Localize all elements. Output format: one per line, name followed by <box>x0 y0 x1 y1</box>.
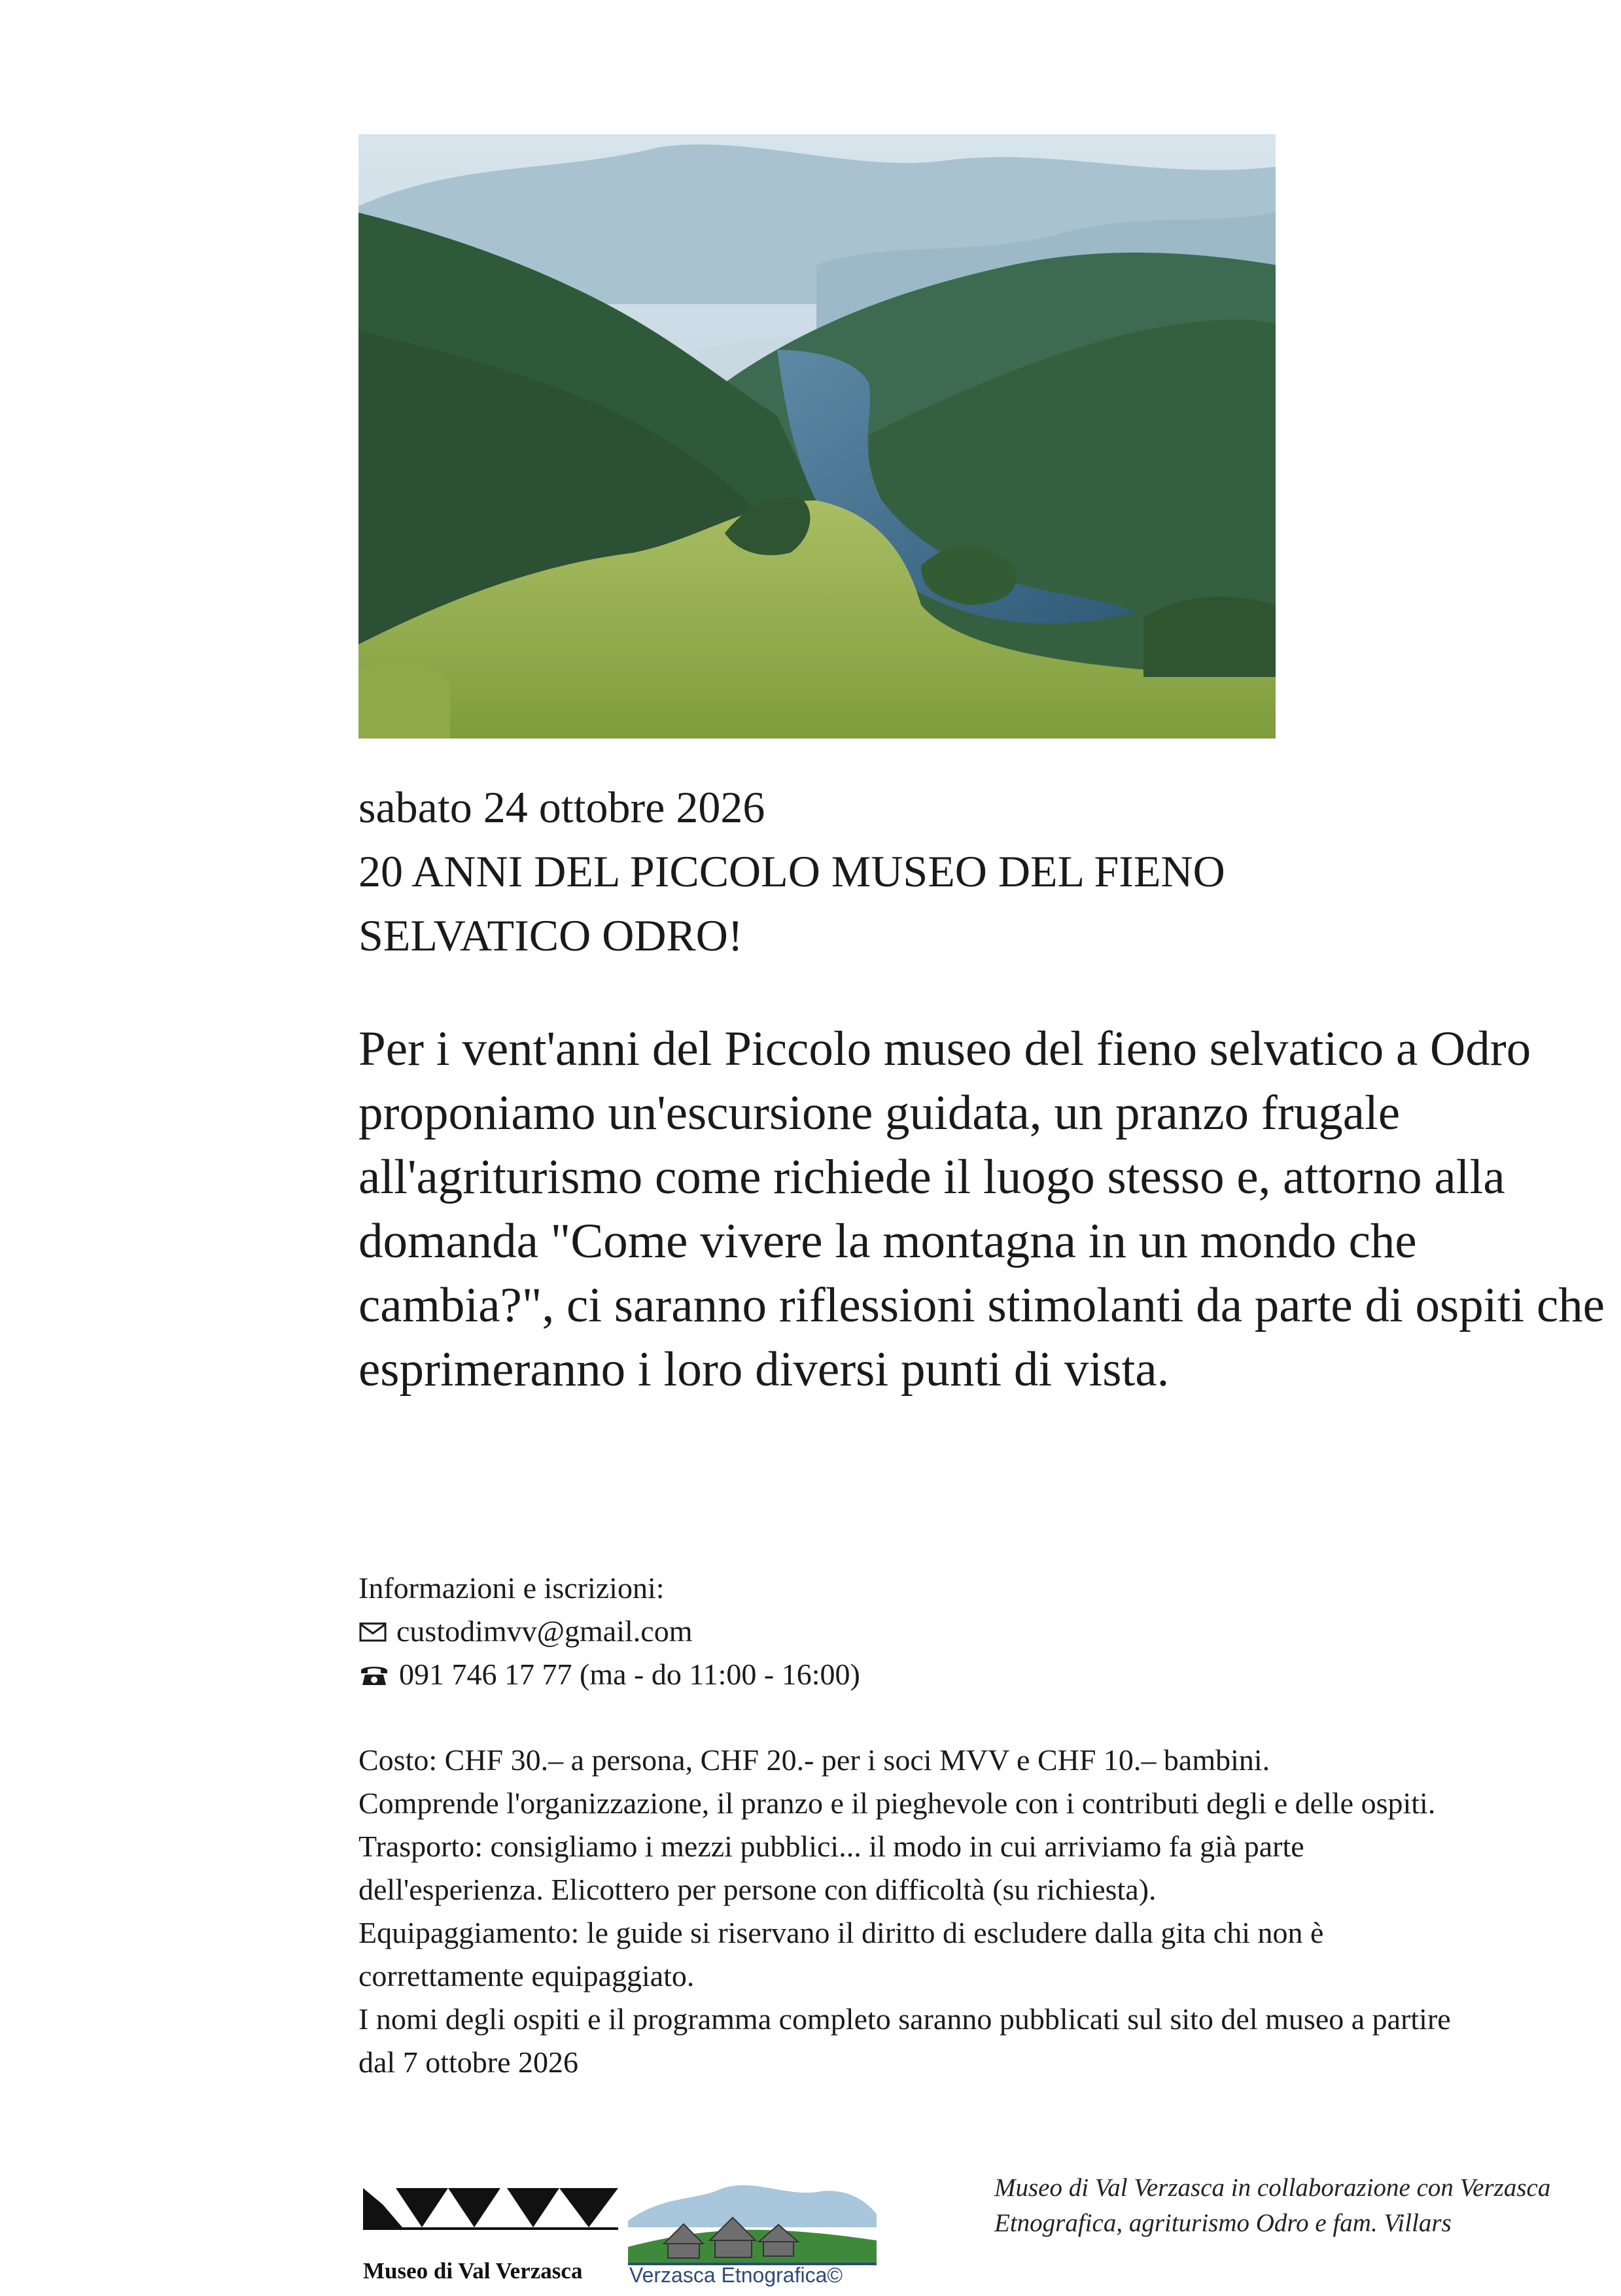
mvv-logo-label: Museo di Val Verzasca <box>363 2258 583 2284</box>
details-line: dal 7 ottobre 2026 <box>358 2045 578 2079</box>
event-date: sabato 24 ottobre 2026 <box>358 782 765 832</box>
verzasca-etnografica-logo-label: Verzasca Etnografica© <box>629 2263 843 2287</box>
details-line: correttamente equipaggiato. <box>358 1959 695 1992</box>
intro-line: esprimeranno i loro diversi punti di vista. <box>358 1342 1170 1397</box>
email-line <box>358 1610 1569 1653</box>
telephone-icon <box>358 1661 390 1688</box>
credits-line-2: Etnografica, agriturismo Odro e fam. Villars <box>994 2209 1452 2237</box>
envelope-icon <box>358 1620 387 1643</box>
intro-line: all'agriturismo come richiede il luogo stesso e, attorno alla <box>358 1150 1505 1204</box>
phone-line <box>358 1653 1569 1696</box>
event-header <box>358 775 1536 967</box>
details-line: Comprende l'organizzazione, il pranzo e il pieghevole con i contributi degli e delle ospiti. <box>358 1786 1436 1820</box>
footer-credits <box>994 2170 1596 2241</box>
email-address[interactable]: custodimvv@gmail.com <box>396 1614 693 1648</box>
contact-info <box>358 1567 1569 1696</box>
intro-line: domanda "Come vivere la montagna in un mondo che <box>358 1214 1417 1268</box>
phone-number[interactable]: 091 746 17 77 (ma - do 11:00 - 16:00) <box>399 1658 860 1691</box>
event-title-line-2: SELVATICO ODRO! <box>358 911 743 960</box>
intro-line: cambia?", ci saranno riflessioni stimolanti da parte di ospiti che <box>358 1278 1605 1332</box>
credits-line-1: Museo di Val Verzasca in collaborazione con Verzasca <box>994 2174 1551 2202</box>
intro-paragraph <box>358 1017 1605 1402</box>
details-line: Costo: CHF 30.– a persona, CHF 20.- per i soci MVV e CHF 10.– bambini. <box>358 1743 1270 1777</box>
contact-heading: Informazioni e iscrizioni: <box>358 1571 665 1605</box>
landscape-photo <box>358 134 1276 739</box>
details-line: Equipaggiamento: le guide si riservano il diritto di escludere dalla gita chi non è <box>358 1916 1324 1949</box>
details-line: dell'esperienza. Elicottero per persone con difficoltà (su richiesta). <box>358 1873 1157 1906</box>
details-line: Trasporto: consigliamo i mezzi pubblici... il modo in cui arriviamo fa già parte <box>358 1830 1304 1863</box>
intro-line: proponiamo un'escursione guidata, un pranzo frugale <box>358 1086 1401 1140</box>
intro-line: Per i vent'anni del Piccolo museo del fieno selvatico a Odro <box>358 1022 1531 1076</box>
details-line: I nomi degli ospiti e il programma completo saranno pubblicati sul sito del museo a partire <box>358 2002 1451 2036</box>
event-details <box>358 1739 1588 2084</box>
event-title-line-1: 20 ANNI DEL PICCOLO MUSEO DEL FIENO <box>358 846 1225 896</box>
